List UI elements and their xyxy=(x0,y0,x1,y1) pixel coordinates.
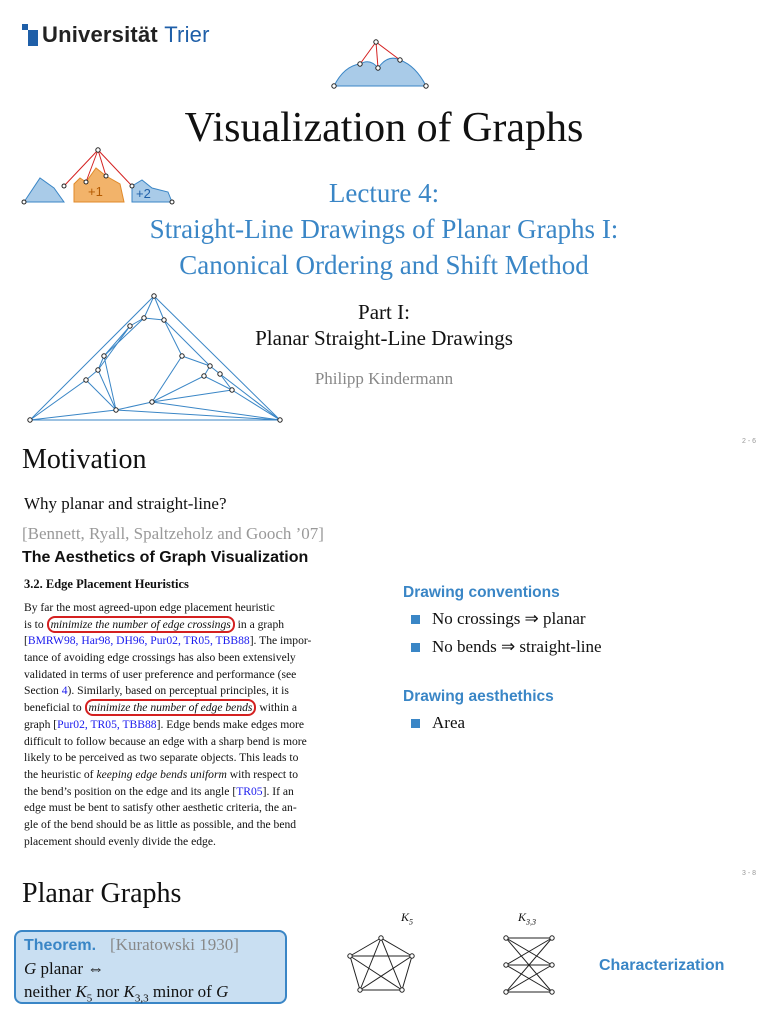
conventions-heading: Drawing conventions xyxy=(403,584,560,601)
excerpt-line: edge must be bent to satisfy other aesthetic criteria, the an- xyxy=(24,801,297,815)
k33-label: $K_{3,3}$ xyxy=(518,910,537,927)
excerpt-line: likely to be perceived as two separate objects. This leads to xyxy=(24,751,299,765)
page-number: 2 - 6 xyxy=(741,438,756,445)
bullet-icon xyxy=(411,719,420,728)
excerpt-line: graph [Pur02, TR05, TBB88]. Edge bends make edges more xyxy=(24,717,305,731)
k33-graph xyxy=(502,934,556,996)
bullet-icon xyxy=(411,643,420,652)
excerpt-line: beneficial to minimize the number of edge bends within a xyxy=(24,701,298,715)
university-logo-icon xyxy=(22,24,38,46)
paper-excerpt xyxy=(24,600,356,850)
excerpt-line: the bend’s position on the edge and its angle [TR05]. If an xyxy=(24,784,294,798)
university-logo xyxy=(22,20,210,50)
lecture-title-line1: Straight-Line Drawings of Planar Graphs I: xyxy=(149,214,619,244)
reference-link[interactable]: TR05 xyxy=(236,784,263,798)
reference-link[interactable]: 4 xyxy=(61,684,68,698)
excerpt-line: placement should evenly divide the edge. xyxy=(24,834,216,848)
citation: [Bennett, Ryall, Spaltzeholz and Gooch ’07] xyxy=(22,524,324,543)
excerpt-line: is to minimize the number of edge crossings in a graph xyxy=(24,617,285,631)
excerpt-line: By far the most agreed-upon edge placement heuristic xyxy=(24,601,275,614)
part-number: Part I: xyxy=(358,300,410,324)
shift-label-2: +2 xyxy=(136,186,151,201)
bullet-icon xyxy=(411,615,420,624)
aesthetics-heading: Drawing aesthethics xyxy=(403,688,554,705)
list-item: Area xyxy=(411,713,465,733)
k5-label: $K_5$ xyxy=(401,910,414,927)
theorem-line-2: neither $K_5$ nor $K_{3,3}$ minor of G xyxy=(24,982,229,1005)
reference-link[interactable]: Pur02, TR05, TBB88 xyxy=(57,717,157,731)
theorem-citation: [Kuratowski 1930] xyxy=(110,935,239,954)
theorem-label: Theorem. xyxy=(24,937,97,954)
characterization-label: Characterization xyxy=(599,957,725,974)
shift-label-1: +1 xyxy=(88,184,103,199)
lecture-number: Lecture 4: xyxy=(328,178,440,208)
excerpt-line: tance of avoiding edge crossings has also been extensively xyxy=(24,651,296,665)
part-title: Planar Straight-Line Drawings xyxy=(255,326,513,350)
title-slide xyxy=(0,0,768,428)
highlight-bends: minimize the number of edge bends xyxy=(85,699,257,716)
theorem-box xyxy=(14,930,287,1004)
planar-graphs-slide xyxy=(0,866,768,1024)
slide-title: Visualization of Graphs xyxy=(184,105,584,151)
list-item: No bends ⇒ straight-line xyxy=(411,637,602,657)
theorem-line-1: G planar ⇔ xyxy=(24,959,105,978)
author-name: Philipp Kindermann xyxy=(314,369,454,388)
excerpt-heading: 3.2. Edge Placement Heuristics xyxy=(24,577,189,591)
logo-text: Universität Trier xyxy=(42,22,210,47)
excerpt-line: [BMRW98, Har98, DH96, Pur02, TR05, TBB88]. The impor- xyxy=(24,634,312,648)
excerpt-line: Section 4). Similarly, based on perceptual principles, it is xyxy=(24,684,289,698)
question-text: Why planar and straight-line? xyxy=(24,494,227,513)
page-number: 3 - 8 xyxy=(741,870,756,877)
slide-heading: Motivation xyxy=(22,444,147,475)
excerpt-line: validated in terms of user preference and performance (see xyxy=(24,667,297,681)
paper-title: The Aesthetics of Graph Visualization xyxy=(22,549,309,566)
slide-heading: Planar Graphs xyxy=(22,878,182,909)
excerpt-line: gle of the bend should be as little as possible, and the bend xyxy=(24,817,297,831)
excerpt-line: difficult to follow because an edge with a sharp bend is more xyxy=(24,734,307,748)
excerpt-line: the heuristic of keeping edge bends uniform with respect to xyxy=(24,767,299,781)
mountain-graph-icon xyxy=(330,36,430,92)
k5-graph xyxy=(346,934,416,994)
motivation-slide xyxy=(0,428,768,866)
lecture-title-line2: Canonical Ordering and Shift Method xyxy=(179,250,589,280)
list-item: No crossings ⇒ planar xyxy=(411,609,586,629)
highlight-crossings: minimize the number of edge crossings xyxy=(47,616,235,633)
reference-link[interactable]: BMRW98, Har98, DH96, Pur02, TR05, TBB88 xyxy=(27,634,250,648)
